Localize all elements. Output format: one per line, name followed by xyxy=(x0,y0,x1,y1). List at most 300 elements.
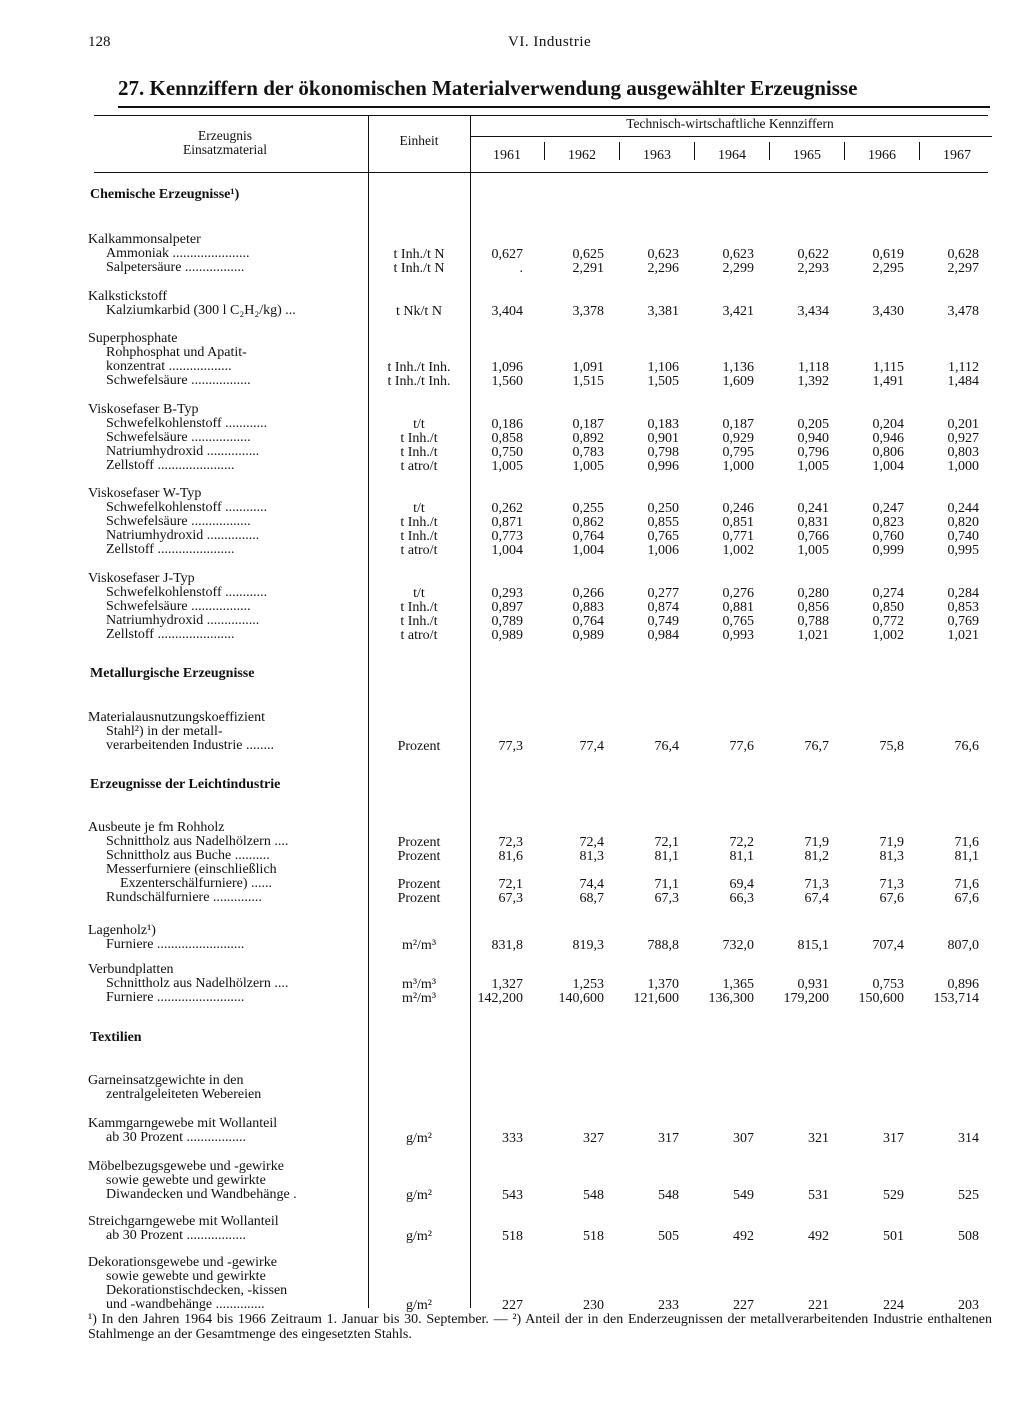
row-label: ab 30 Prozent ................. xyxy=(106,1130,246,1145)
cell-value: 1,505 xyxy=(647,374,679,389)
row-unit: Prozent xyxy=(397,877,441,892)
cell-value: 1,491 xyxy=(872,374,904,389)
cell-value: 1,560 xyxy=(491,374,523,389)
cell-value: 2,299 xyxy=(722,261,754,276)
group-rule xyxy=(470,136,992,137)
cell-value: 81,1 xyxy=(954,849,979,864)
cell-value: 0,940 xyxy=(797,431,829,446)
cell-value: 81,3 xyxy=(879,849,904,864)
row-unit: t atro/t xyxy=(400,459,438,474)
cell-value: 67,6 xyxy=(879,891,904,906)
cell-value: 1,484 xyxy=(947,374,979,389)
cell-value: 71,6 xyxy=(954,877,979,892)
cell-value: 1,370 xyxy=(647,977,679,992)
cell-value: 0,280 xyxy=(797,586,829,601)
cell-value: 1,392 xyxy=(797,374,829,389)
header-product: Erzeugnis xyxy=(198,128,252,143)
cell-value: 71,3 xyxy=(804,877,829,892)
cell-value: 0,760 xyxy=(872,529,904,544)
row-unit: Prozent xyxy=(397,891,441,906)
cell-value: 0,871 xyxy=(491,515,523,530)
cell-value: 317 xyxy=(658,1131,679,1146)
cell-value: 74,4 xyxy=(579,877,604,892)
row-label: Stahl²) in der metall- xyxy=(106,724,223,739)
cell-value: 1,005 xyxy=(797,543,829,558)
row-label: Kalziumkarbid (300 l C₂H₂/kg) ... xyxy=(106,303,296,318)
cell-value: 142,200 xyxy=(477,991,523,1006)
year-separator xyxy=(694,142,695,160)
row-label: Schwefelkohlenstoff ............ xyxy=(106,585,268,600)
cell-value: 327 xyxy=(583,1131,604,1146)
cell-value: 227 xyxy=(502,1298,523,1313)
cell-value: 0,183 xyxy=(647,417,679,432)
cell-value: 1,005 xyxy=(491,459,523,474)
cell-value: 3,430 xyxy=(872,304,904,319)
cell-value: 529 xyxy=(883,1188,904,1203)
cell-value: 3,478 xyxy=(947,304,979,319)
cell-value: 0,999 xyxy=(872,543,904,558)
cell-value: 0,874 xyxy=(647,600,679,615)
cell-value: 0,892 xyxy=(572,431,604,446)
cell-value: 3,381 xyxy=(647,304,679,319)
cell-value: 71,9 xyxy=(804,835,829,850)
cell-value: 81,3 xyxy=(579,849,604,864)
cell-value: 179,200 xyxy=(783,991,829,1006)
cell-value: 3,404 xyxy=(491,304,523,319)
cell-value: 153,714 xyxy=(933,991,979,1006)
cell-value: 0,205 xyxy=(797,417,829,432)
cell-value: 0,897 xyxy=(491,600,523,615)
cell-value: 0,622 xyxy=(797,247,829,262)
row-unit: g/m² xyxy=(406,1131,432,1146)
cell-value: 136,300 xyxy=(708,991,754,1006)
cell-value: 531 xyxy=(808,1188,829,1203)
cell-value: 0,853 xyxy=(947,600,979,615)
cell-value: 72,2 xyxy=(729,835,754,850)
row-unit: t/t xyxy=(413,417,425,432)
cell-value: 76,7 xyxy=(804,739,829,754)
cell-value: 0,883 xyxy=(572,600,604,615)
cell-value: 508 xyxy=(958,1229,979,1244)
column-divider xyxy=(470,115,471,1308)
row-label: Streichgarngewebe mit Wollanteil xyxy=(88,1214,279,1229)
cell-value: 0,896 xyxy=(947,977,979,992)
cell-value: 221 xyxy=(808,1298,829,1313)
row-label: Schwefelsäure ................. xyxy=(106,373,251,388)
cell-value: 0,789 xyxy=(491,614,523,629)
cell-value: 1,115 xyxy=(873,360,904,375)
cell-value: 81,1 xyxy=(729,849,754,864)
cell-value: 0,858 xyxy=(491,431,523,446)
cell-value: 76,6 xyxy=(954,739,979,754)
cell-value: 1,365 xyxy=(722,977,754,992)
cell-value: 0,284 xyxy=(947,586,979,601)
cell-value: 0,277 xyxy=(647,586,679,601)
row-label: Kalkammonsalpeter xyxy=(88,232,201,247)
cell-value: 72,3 xyxy=(498,835,523,850)
cell-value: 1,005 xyxy=(572,459,604,474)
cell-value: 0,996 xyxy=(647,459,679,474)
column-divider xyxy=(368,115,369,1308)
cell-value: 1,096 xyxy=(491,360,523,375)
header-group: Technisch-wirtschaftliche Kennziffern xyxy=(626,116,834,131)
cell-value: 317 xyxy=(883,1131,904,1146)
cell-value: 807,0 xyxy=(947,938,979,953)
cell-value: 0,627 xyxy=(491,247,523,262)
row-label: Lagenholz¹) xyxy=(88,923,156,938)
cell-value: 0,623 xyxy=(722,247,754,262)
cell-value: 0,931 xyxy=(797,977,829,992)
cell-value: 0,753 xyxy=(872,977,904,992)
year-separator xyxy=(619,142,620,160)
row-unit: m²/m³ xyxy=(401,938,437,953)
cell-value: 2,296 xyxy=(647,261,679,276)
cell-value: 0,623 xyxy=(647,247,679,262)
cell-value: 0,244 xyxy=(947,501,979,516)
cell-value: 0,798 xyxy=(647,445,679,460)
row-label: Verbundplatten xyxy=(88,962,174,977)
cell-value: 0,187 xyxy=(572,417,604,432)
year-1962: 1962 xyxy=(568,148,596,163)
row-label: Furniere ......................... xyxy=(106,937,245,952)
cell-value: 71,6 xyxy=(954,835,979,850)
section-heading: Metallurgische Erzeugnisse xyxy=(90,666,255,681)
cell-value: 71,3 xyxy=(879,877,904,892)
cell-value: 0,862 xyxy=(572,515,604,530)
row-label: Exzenterschälfurniere) ...... xyxy=(120,876,272,891)
cell-value: 0,772 xyxy=(872,614,904,629)
cell-value: 0,929 xyxy=(722,431,754,446)
year-1963: 1963 xyxy=(643,148,671,163)
cell-value: 0,820 xyxy=(947,515,979,530)
cell-value: 505 xyxy=(658,1229,679,1244)
row-unit: m²/m³ xyxy=(401,991,437,1006)
cell-value: 67,3 xyxy=(654,891,679,906)
cell-value: 1,253 xyxy=(572,977,604,992)
cell-value: 0,625 xyxy=(572,247,604,262)
year-1966: 1966 xyxy=(868,148,896,163)
year-1967: 1967 xyxy=(943,148,971,163)
row-unit: m³/m³ xyxy=(401,977,437,992)
cell-value: 0,764 xyxy=(572,529,604,544)
cell-value: 0,749 xyxy=(647,614,679,629)
row-unit: t Inh./t xyxy=(400,515,438,530)
row-label: konzentrat .................. xyxy=(106,359,232,374)
row-unit: t Inh./t N xyxy=(393,247,445,262)
cell-value: 2,291 xyxy=(572,261,604,276)
cell-value: 67,4 xyxy=(804,891,829,906)
cell-value: 831,8 xyxy=(491,938,523,953)
cell-value: 72,1 xyxy=(654,835,679,850)
cell-value: 1,002 xyxy=(722,543,754,558)
row-unit: t Inh./t Inh. xyxy=(387,374,451,389)
year-separator xyxy=(844,142,845,160)
cell-value: 321 xyxy=(808,1131,829,1146)
cell-value: 543 xyxy=(502,1188,523,1203)
cell-value: 67,6 xyxy=(954,891,979,906)
cell-value: 1,005 xyxy=(797,459,829,474)
cell-value: 0,901 xyxy=(647,431,679,446)
row-label: Zellstoff ...................... xyxy=(106,627,235,642)
cell-value: 0,946 xyxy=(872,431,904,446)
cell-value: 0,769 xyxy=(947,614,979,629)
cell-value: 1,021 xyxy=(947,628,979,643)
footnote: ¹) In den Jahren 1964 bis 1966 Zeitraum 1. Januar bis 30. September. — ²) Anteil der in den Enderzeugnissen der metallverarbeitenden Industrie enthaltenen Stahlmenge an der Gesamtmenge des eingesetzten Stahls. xyxy=(88,1312,992,1342)
cell-value: 0,788 xyxy=(797,614,829,629)
row-label: Natriumhydroxid ............... xyxy=(106,613,260,628)
row-label: Garneinsatzgewichte in den xyxy=(88,1073,244,1088)
cell-value: 815,1 xyxy=(797,938,829,953)
row-unit: t atro/t xyxy=(400,543,438,558)
cell-value: 333 xyxy=(502,1131,523,1146)
cell-value: 69,4 xyxy=(729,877,754,892)
cell-value: 0,831 xyxy=(797,515,829,530)
row-label: verarbeitenden Industrie ........ xyxy=(106,738,274,753)
cell-value: 1,136 xyxy=(722,360,754,375)
cell-value: 0,995 xyxy=(947,543,979,558)
row-unit: Prozent xyxy=(397,739,441,754)
cell-value: 0,855 xyxy=(647,515,679,530)
row-label: Schwefelkohlenstoff ............ xyxy=(106,416,268,431)
row-label: Rundschälfurniere .............. xyxy=(106,890,262,905)
year-1961: 1961 xyxy=(493,148,521,163)
row-unit: t/t xyxy=(413,501,425,516)
cell-value: 0,262 xyxy=(491,501,523,516)
cell-value: 707,4 xyxy=(872,938,904,953)
year-separator xyxy=(919,142,920,160)
page-number: 128 xyxy=(88,34,111,50)
cell-value: 788,8 xyxy=(647,938,679,953)
row-label: Dekorationstischdecken, -kissen xyxy=(106,1283,288,1298)
cell-value: 732,0 xyxy=(722,938,754,953)
row-unit: Prozent xyxy=(397,835,441,850)
row-unit: g/m² xyxy=(406,1229,432,1244)
cell-value: 1,021 xyxy=(797,628,829,643)
cell-value: 0,255 xyxy=(572,501,604,516)
cell-value: 1,091 xyxy=(572,360,604,375)
cell-value: 0,201 xyxy=(947,417,979,432)
cell-value: 518 xyxy=(583,1229,604,1244)
header-unit: Einheit xyxy=(399,133,439,148)
cell-value: 518 xyxy=(502,1229,523,1244)
cell-value: 0,881 xyxy=(722,600,754,615)
cell-value: 3,434 xyxy=(797,304,829,319)
cell-value: 0,246 xyxy=(722,501,754,516)
row-label: Ammoniak ...................... xyxy=(106,246,250,261)
row-unit: t Inh./t xyxy=(400,529,438,544)
cell-value: 3,378 xyxy=(572,304,604,319)
cell-value: 81,6 xyxy=(498,849,523,864)
cell-value: 233 xyxy=(658,1298,679,1313)
cell-value: 0,993 xyxy=(722,628,754,643)
cell-value: 0,989 xyxy=(572,628,604,643)
row-label: und -wandbehänge .............. xyxy=(106,1297,265,1312)
cell-value: 1,515 xyxy=(572,374,604,389)
cell-value: 1,002 xyxy=(872,628,904,643)
cell-value: 0,984 xyxy=(647,628,679,643)
section-heading: Erzeugnisse der Leichtindustrie xyxy=(90,777,281,792)
cell-value: 71,9 xyxy=(879,835,904,850)
cell-value: 0,851 xyxy=(722,515,754,530)
cell-value: 1,004 xyxy=(572,543,604,558)
cell-value: 492 xyxy=(808,1229,829,1244)
row-label: Schnittholz aus Buche .......... xyxy=(106,848,270,863)
year-1965: 1965 xyxy=(793,148,821,163)
cell-value: 2,293 xyxy=(797,261,829,276)
row-label: Kammgarngewebe mit Wollanteil xyxy=(88,1116,278,1131)
row-label: Messerfurniere (einschließlich xyxy=(106,862,277,877)
row-label: Kalkstickstoff xyxy=(88,289,168,304)
cell-value: 0,276 xyxy=(722,586,754,601)
cell-value: 66,3 xyxy=(729,891,754,906)
row-unit: t Inh./t xyxy=(400,431,438,446)
cell-value: 121,600 xyxy=(633,991,679,1006)
cell-value: 1,004 xyxy=(872,459,904,474)
row-label: Superphosphate xyxy=(88,331,178,346)
cell-value: 1,118 xyxy=(798,360,829,375)
cell-value: 1,609 xyxy=(722,374,754,389)
section-heading: Chemische Erzeugnisse¹) xyxy=(90,187,240,202)
cell-value: 77,6 xyxy=(729,739,754,754)
header-material: Einsatzmaterial xyxy=(183,142,267,157)
cell-value: 548 xyxy=(658,1188,679,1203)
cell-value: 0,186 xyxy=(491,417,523,432)
cell-value: 1,112 xyxy=(948,360,979,375)
cell-value: 0,293 xyxy=(491,586,523,601)
row-label: ab 30 Prozent ................. xyxy=(106,1228,246,1243)
row-label: Ausbeute je fm Rohholz xyxy=(88,820,225,835)
cell-value: 0,740 xyxy=(947,529,979,544)
cell-value: 71,1 xyxy=(654,877,679,892)
row-unit: t Nk/t N xyxy=(396,304,442,319)
row-label: Zellstoff ...................... xyxy=(106,542,235,557)
title-rule xyxy=(118,106,990,108)
row-unit: t Inh./t xyxy=(400,614,438,629)
cell-value: 0,850 xyxy=(872,600,904,615)
cell-value: 0,796 xyxy=(797,445,829,460)
row-label: Natriumhydroxid ............... xyxy=(106,444,260,459)
cell-value: 0,823 xyxy=(872,515,904,530)
year-1964: 1964 xyxy=(718,148,746,163)
row-label: Schwefelsäure ................. xyxy=(106,599,251,614)
cell-value: 76,4 xyxy=(654,739,679,754)
row-label: Möbelbezugsgewebe und -gewirke xyxy=(88,1159,284,1174)
row-label: sowie gewebte und gewirkte xyxy=(106,1173,266,1188)
row-unit: t Inh./t xyxy=(400,445,438,460)
cell-value: 140,600 xyxy=(558,991,604,1006)
row-label: zentralgeleiteten Webereien xyxy=(106,1087,262,1102)
cell-value: 2,295 xyxy=(872,261,904,276)
cell-value: 0,766 xyxy=(797,529,829,544)
row-label: Diwandecken und Wandbehänge . xyxy=(106,1187,297,1202)
year-separator xyxy=(769,142,770,160)
cell-value: 230 xyxy=(583,1298,604,1313)
row-label: Viskosefaser B-Typ xyxy=(88,402,199,417)
cell-value: 3,421 xyxy=(722,304,754,319)
cell-value: 0,806 xyxy=(872,445,904,460)
cell-value: 307 xyxy=(733,1131,754,1146)
cell-value: 0,795 xyxy=(722,445,754,460)
row-label: Zellstoff ...................... xyxy=(106,458,235,473)
cell-value: 0,803 xyxy=(947,445,979,460)
cell-value: . xyxy=(519,261,523,276)
cell-value: 549 xyxy=(733,1188,754,1203)
row-label: Furniere ......................... xyxy=(106,990,245,1005)
table-title: 27. Kennziffern der ökonomischen Materialverwendung ausgewählter Erzeugnisse xyxy=(118,76,858,100)
row-label: Schnittholz aus Nadelhölzern .... xyxy=(106,976,289,991)
row-unit: g/m² xyxy=(406,1298,432,1313)
row-label: sowie gewebte und gewirkte xyxy=(106,1269,266,1284)
cell-value: 0,247 xyxy=(872,501,904,516)
cell-value: 1,327 xyxy=(491,977,523,992)
row-unit: g/m² xyxy=(406,1188,432,1203)
row-label: Viskosefaser J-Typ xyxy=(88,571,195,586)
row-label: Materialausnutzungskoeffizient xyxy=(88,710,266,725)
cell-value: 0,250 xyxy=(647,501,679,516)
cell-value: 227 xyxy=(733,1298,754,1313)
cell-value: 0,204 xyxy=(872,417,904,432)
cell-value: 67,3 xyxy=(498,891,523,906)
cell-value: 150,600 xyxy=(858,991,904,1006)
row-label: Salpetersäure ................. xyxy=(106,260,245,275)
row-label: Natriumhydroxid ............... xyxy=(106,528,260,543)
row-unit: t Inh./t xyxy=(400,600,438,615)
cell-value: 81,1 xyxy=(654,849,679,864)
cell-value: 548 xyxy=(583,1188,604,1203)
row-label: Dekorationsgewebe und -gewirke xyxy=(88,1255,277,1270)
cell-value: 0,241 xyxy=(797,501,829,516)
cell-value: 0,628 xyxy=(947,247,979,262)
row-unit: t/t xyxy=(413,586,425,601)
row-label: Viskosefaser W-Typ xyxy=(88,486,202,501)
row-label: Schnittholz aus Nadelhölzern .... xyxy=(106,834,289,849)
running-head: VI. Industrie xyxy=(508,34,592,50)
header-bottom-rule xyxy=(94,172,988,173)
row-unit: Prozent xyxy=(397,849,441,864)
cell-value: 0,750 xyxy=(491,445,523,460)
cell-value: 68,7 xyxy=(579,891,604,906)
cell-value: 314 xyxy=(958,1131,979,1146)
row-unit: t atro/t xyxy=(400,628,438,643)
row-label: Rohphosphat und Apatit- xyxy=(106,345,247,360)
row-label: Schwefelkohlenstoff ............ xyxy=(106,500,268,515)
row-unit: t Inh./t N xyxy=(393,261,445,276)
cell-value: 0,765 xyxy=(722,614,754,629)
section-heading: Textilien xyxy=(90,1030,142,1045)
cell-value: 0,783 xyxy=(572,445,604,460)
cell-value: 1,006 xyxy=(647,543,679,558)
cell-value: 72,4 xyxy=(579,835,604,850)
cell-value: 0,274 xyxy=(872,586,904,601)
cell-value: 0,773 xyxy=(491,529,523,544)
cell-value: 0,266 xyxy=(572,586,604,601)
cell-value: 0,856 xyxy=(797,600,829,615)
cell-value: 0,764 xyxy=(572,614,604,629)
row-unit: t Inh./t Inh. xyxy=(387,360,451,375)
cell-value: 77,3 xyxy=(498,739,523,754)
cell-value: 81,2 xyxy=(804,849,829,864)
cell-value: 0,187 xyxy=(722,417,754,432)
cell-value: 525 xyxy=(958,1188,979,1203)
year-separator xyxy=(544,142,545,160)
cell-value: 0,927 xyxy=(947,431,979,446)
cell-value: 2,297 xyxy=(947,261,979,276)
cell-value: 1,000 xyxy=(947,459,979,474)
cell-value: 0,765 xyxy=(647,529,679,544)
cell-value: 501 xyxy=(883,1229,904,1244)
row-label: Schwefelsäure ................. xyxy=(106,430,251,445)
cell-value: 819,3 xyxy=(572,938,604,953)
